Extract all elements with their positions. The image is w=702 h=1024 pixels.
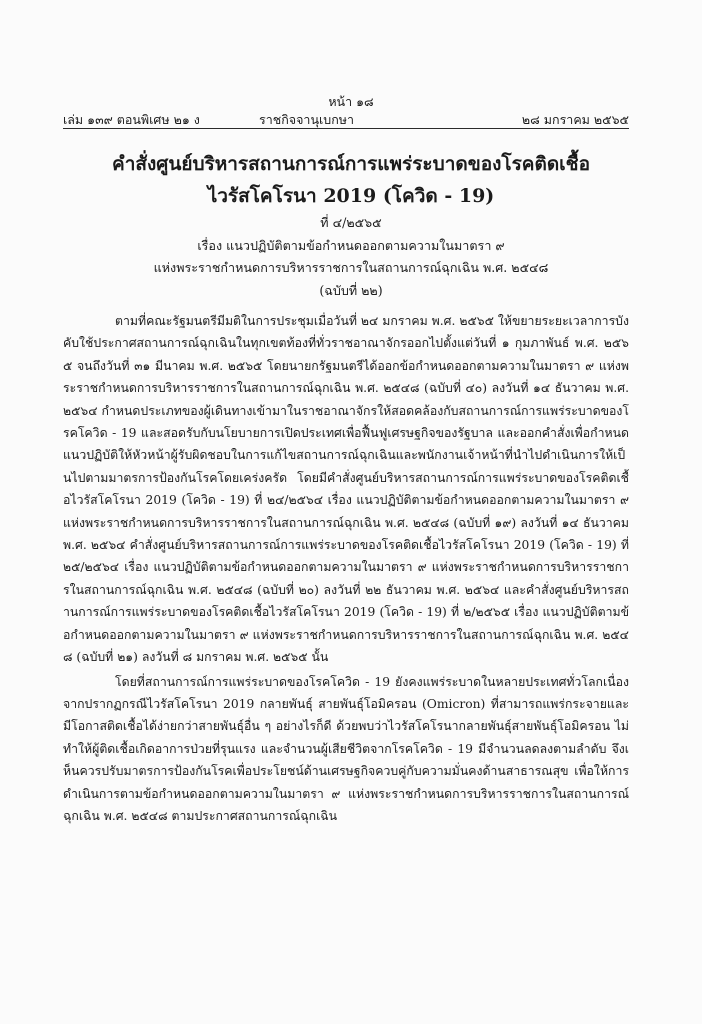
order-issue-number: (ฉบับที่ ๒๒) [319,282,383,298]
gazette-date: ๒๘ มกราคม ๒๕๖๕ [521,112,629,127]
body-paragraph-1: ตามที่คณะรัฐมนตรีมีมติในการประชุมเมื่อวันที่ ๒๔ มกราคม พ.ศ. ๒๕๖๕ ให้ขยายระยะเวลาการบังคับใช้ประกาศสถานการณ์ฉุกเฉินในทุกเขตท้องที่ทั่วราชอาณาจักรออกไปตั้งแต่วันที่ ๑ กุมภาพันธ์ พ.ศ. ๒๕๖๕ จนถึงวันที่ ๓๑ มีนาคม พ.ศ. ๒๕๖๕ โดยนายกรัฐมนตรีได้ออกข้อกำหนดออกตามความในมาตรา ๙ แห่งพระราชกำหนดการบริหารราชการในสถานการณ์ฉุกเฉิน พ.ศ. ๒๕๔๘ (ฉบับที่ ๔๐) ลงวันที่ ๑๔ ธันวาคม พ.ศ. ๒๕๖๔ กำหนดประเภทของผู้เดินทางเข้ามาในราชอาณาจักรให้สอดคล้องกับสถานการณ์การแพร่ระบาดของโรคโควิด - 19 และสอดรับกับนโยบายการเปิดประเทศเพื่อฟื้นฟูเศรษฐกิจของรัฐบาล และออกคำสั่งเพื่อกำหนดแนวปฏิบัติให้หัวหน้าผู้รับผิดชอบในการแก้ไขสถานการณ์ฉุกเฉินและพนักงานเจ้าหน้าที่นำไปดำเนินการให้เป็นไปตามมาตรการป้องกันโรคโดยเคร่งครัด โดยมีคำสั่งศูนย์บริหารสถานการณ์การแพร่ระบาดของโรคติดเชื้อไวรัสโคโรนา 2019 (โควิด - 19) ที่ ๒๔/๒๕๖๔ เรื่อง แนวปฏิบัติตามข้อกำหนดออกตามความในมาตรา ๙ แห่งพระราชกำหนดการบริหารราชการในสถานการณ์ฉุกเฉิน พ.ศ. ๒๕๔๘ (ฉบับที่ ๑๙) ลงวันที่ ๑๔ ธันวาคม พ.ศ. ๒๕๖๔ คำสั่งศูนย์บริหารสถานการณ์การแพร่ระบาดของโรคติดเชื้อไวรัสโคโรนา 2019 (โควิด - 19) ที่ ๒๕/๒๕๖๔ เรื่อง แนวปฏิบัติตามข้อกำหนดออกตามความในมาตรา ๙ แห่งพระราชกำหนดการบริหารราชการในสถานการณ์ฉุกเฉิน พ.ศ. ๒๕๔๘ (ฉบับที่ ๒๐) ลงวันที่ ๒๒ ธันวาคม พ.ศ. ๒๕๖๔ และคำสั่งศูนย์บริหารสถานการณ์การแพร่ระบาดของโรคติดเชื้อไวรัสโคโรนา 2019 (โควิด - 19) ที่ ๒/๒๕๖๕ เรื่อง แนวปฏิบัติตามข้อกำหนดออกตามความในมาตรา ๙ แห่งพระราชกำหนดการบริหารราชการในสถานการณ์ฉุกเฉิน พ.ศ. ๒๕๔๘ (ฉบับที่ ๒๑) ลงวันที่ ๘ มกราคม พ.ศ. ๒๕๖๕ นั้น [63,314,629,665]
order-subject-line-1: เรื่อง แนวปฏิบัติตามข้อกำหนดออกตามความในมาตรา ๙ [197,237,505,253]
document-title [40,148,662,212]
order-number: ที่ ๔/๒๕๖๕ [320,215,382,230]
document-body [63,310,629,827]
header-divider [63,128,629,129]
gazette-name: ราชกิจจานุเบกษา [259,112,355,127]
title-line-1: คำสั่งศูนย์บริหารสถานการณ์การแพร่ระบาดของโรคติดเชื้อ [112,153,590,175]
title-line-2: ไวรัสโคโรนา 2019 (โควิด - 19) [207,185,495,207]
order-subheading [40,212,662,302]
page-number: หน้า ๑๘ [328,94,374,109]
order-subject-line-2: แห่งพระราชกำหนดการบริหารราชการในสถานการณ์ฉุกเฉิน พ.ศ. ๒๕๔๘ [153,260,549,275]
gazette-volume: เล่ม ๑๓๙ ตอนพิเศษ ๒๑ ง [63,112,200,127]
body-paragraph-2: โดยที่สถานการณ์การแพร่ระบาดของโรคโควิด - 19 ยังคงแพร่ระบาดในหลายประเทศทั่วโลกเนื่องจากปรากฏกรณีไวรัสโคโรนา 2019 กลายพันธุ์ สายพันธุ์โอมิครอน (Omicron) ที่สามารถแพร่กระจายและมีโอกาสติดเชื้อได้ง่ายกว่าสายพันธุ์อื่น ๆ อย่างไรก็ดี ด้วยพบว่าไวรัสโคโรนากลายพันธุ์สายพันธุ์โอมิครอน ไม่ทำให้ผู้ติดเชื้อเกิดอาการป่วยที่รุนแรง และจำนวนผู้เสียชีวิตจากโรคโควิด - 19 มีจำนวนลดลงตามลำดับ จึงเห็นควรปรับมาตรการป้องกันโรคเพื่อประโยชน์ด้านเศรษฐกิจควบคู่กับความมั่นคงด้านสาธารณสุข เพื่อให้การดำเนินการตามข้อกำหนดออกตามความในมาตรา ๙ แห่งพระราชกำหนดการบริหารราชการในสถานการณ์ฉุกเฉิน พ.ศ. ๒๕๔๘ ตามประกาศสถานการณ์ฉุกเฉิน [63,674,629,823]
